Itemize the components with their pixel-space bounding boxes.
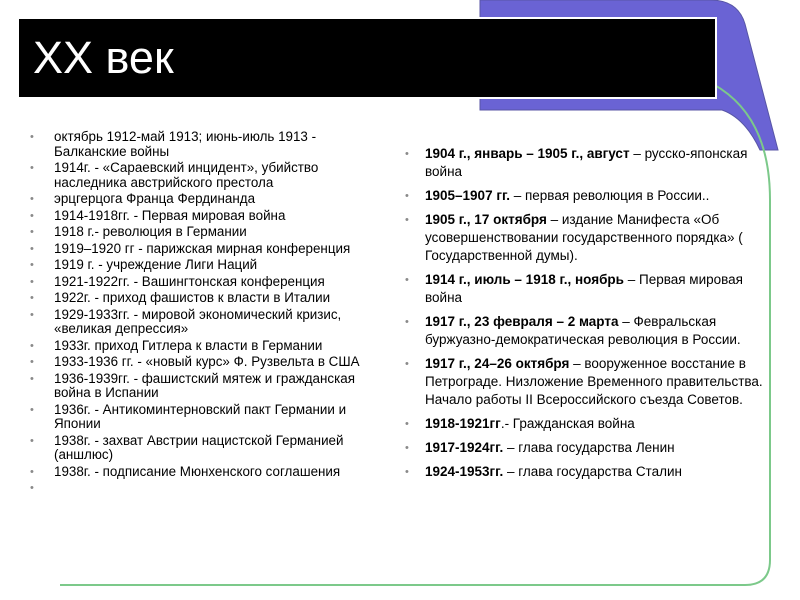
event-date: 1905–1907 гг. (425, 188, 510, 203)
left-list-item: • 1938г. - подписание Мюнхенского соглашения (30, 465, 392, 480)
event-date: 1918-1921гг (425, 416, 501, 431)
right-list-item (405, 313, 770, 349)
left-list-item: • 1933г. приход Гитлера к власти в Германии (30, 339, 392, 354)
event-description: – вооруженное восстание в Петрограде. Низложение Временного правительства. Начало работы II Всероссийского съезда Советов. (425, 356, 763, 407)
slide-title: XX век (33, 32, 174, 83)
left-list-item: • 1921-1922гг. - Вашингтонская конференция (30, 275, 392, 290)
left-list-item: • 1938г. - захват Австрии нацистской Германией (аншлюс) (30, 434, 392, 463)
title-bar (17, 17, 717, 99)
right-list-item (405, 463, 770, 481)
event-description: – русско-японская война (425, 146, 748, 179)
right-list-item (405, 415, 770, 433)
event-description: – первая революция в России.. (509, 188, 710, 203)
event-date: 1917-1924гг. (425, 440, 504, 455)
event-description: – издание Манифеста «Об усовершенствовании государственного порядка» ( Государственной думы). (425, 212, 743, 263)
event-description: – глава государства Сталин (503, 464, 682, 479)
left-list-item: • 1922г. - приход фашистов к власти в Италии (30, 291, 392, 306)
right-list-item (405, 271, 770, 307)
event-date: 1917 г., 24–26 октября (425, 356, 570, 371)
left-event-list (30, 130, 392, 481)
event-description: – Первая мировая война (425, 272, 743, 305)
right-list-item (405, 145, 770, 181)
event-date: 1904 г., январь – 1905 г., август (425, 146, 630, 161)
left-list-item: • 1918 г.- революция в Германии (30, 225, 392, 240)
left-list-item: • эрцгерцога Франца Фердинанда (30, 192, 392, 207)
left-list-item: • 1914г. - «Сараевский инцидент», убийство наследника австрийского престола (30, 161, 392, 190)
left-list-item: • 1919 г. - учреждение Лиги Наций (30, 258, 392, 273)
left-list-item: • октябрь 1912-май 1913; июнь-июль 1913 - Балканские войны (30, 130, 392, 159)
event-date: 1914 г., июль – 1918 г., ноябрь (425, 272, 624, 287)
event-date: 1917 г., 23 февраля – 2 марта (425, 314, 619, 329)
left-list-item: • 1914-1918гг. - Первая мировая война (30, 209, 392, 224)
left-list-item: • 1933-1936 гг. - «новый курс» Ф. Рузвельта в США (30, 355, 392, 370)
event-description: – Февральская буржуазно-демократическая революция в России. (425, 314, 741, 347)
right-list-item (405, 355, 770, 409)
right-list-item (405, 187, 770, 205)
event-description: .- Гражданская война (500, 416, 635, 431)
event-description: – глава государства Ленин (503, 440, 675, 455)
right-list-item (405, 439, 770, 457)
event-date: 1905 г., 17 октября (425, 212, 547, 227)
left-list-item: • 1919–1920 гг - парижская мирная конференция (30, 242, 392, 257)
left-list-item: • 1936г. - Антикоминтерновский пакт Германии и Японии (30, 403, 392, 432)
right-event-list (405, 145, 770, 487)
right-list-item (405, 211, 770, 265)
event-date: 1924-1953гг. (425, 464, 504, 479)
left-list-item: • 1936-1939гг. - фашистский мятеж и гражданская война в Испании (30, 372, 392, 401)
left-list-item: • 1929-1933гг. - мировой экономический кризис, «великая депрессия» (30, 308, 392, 337)
